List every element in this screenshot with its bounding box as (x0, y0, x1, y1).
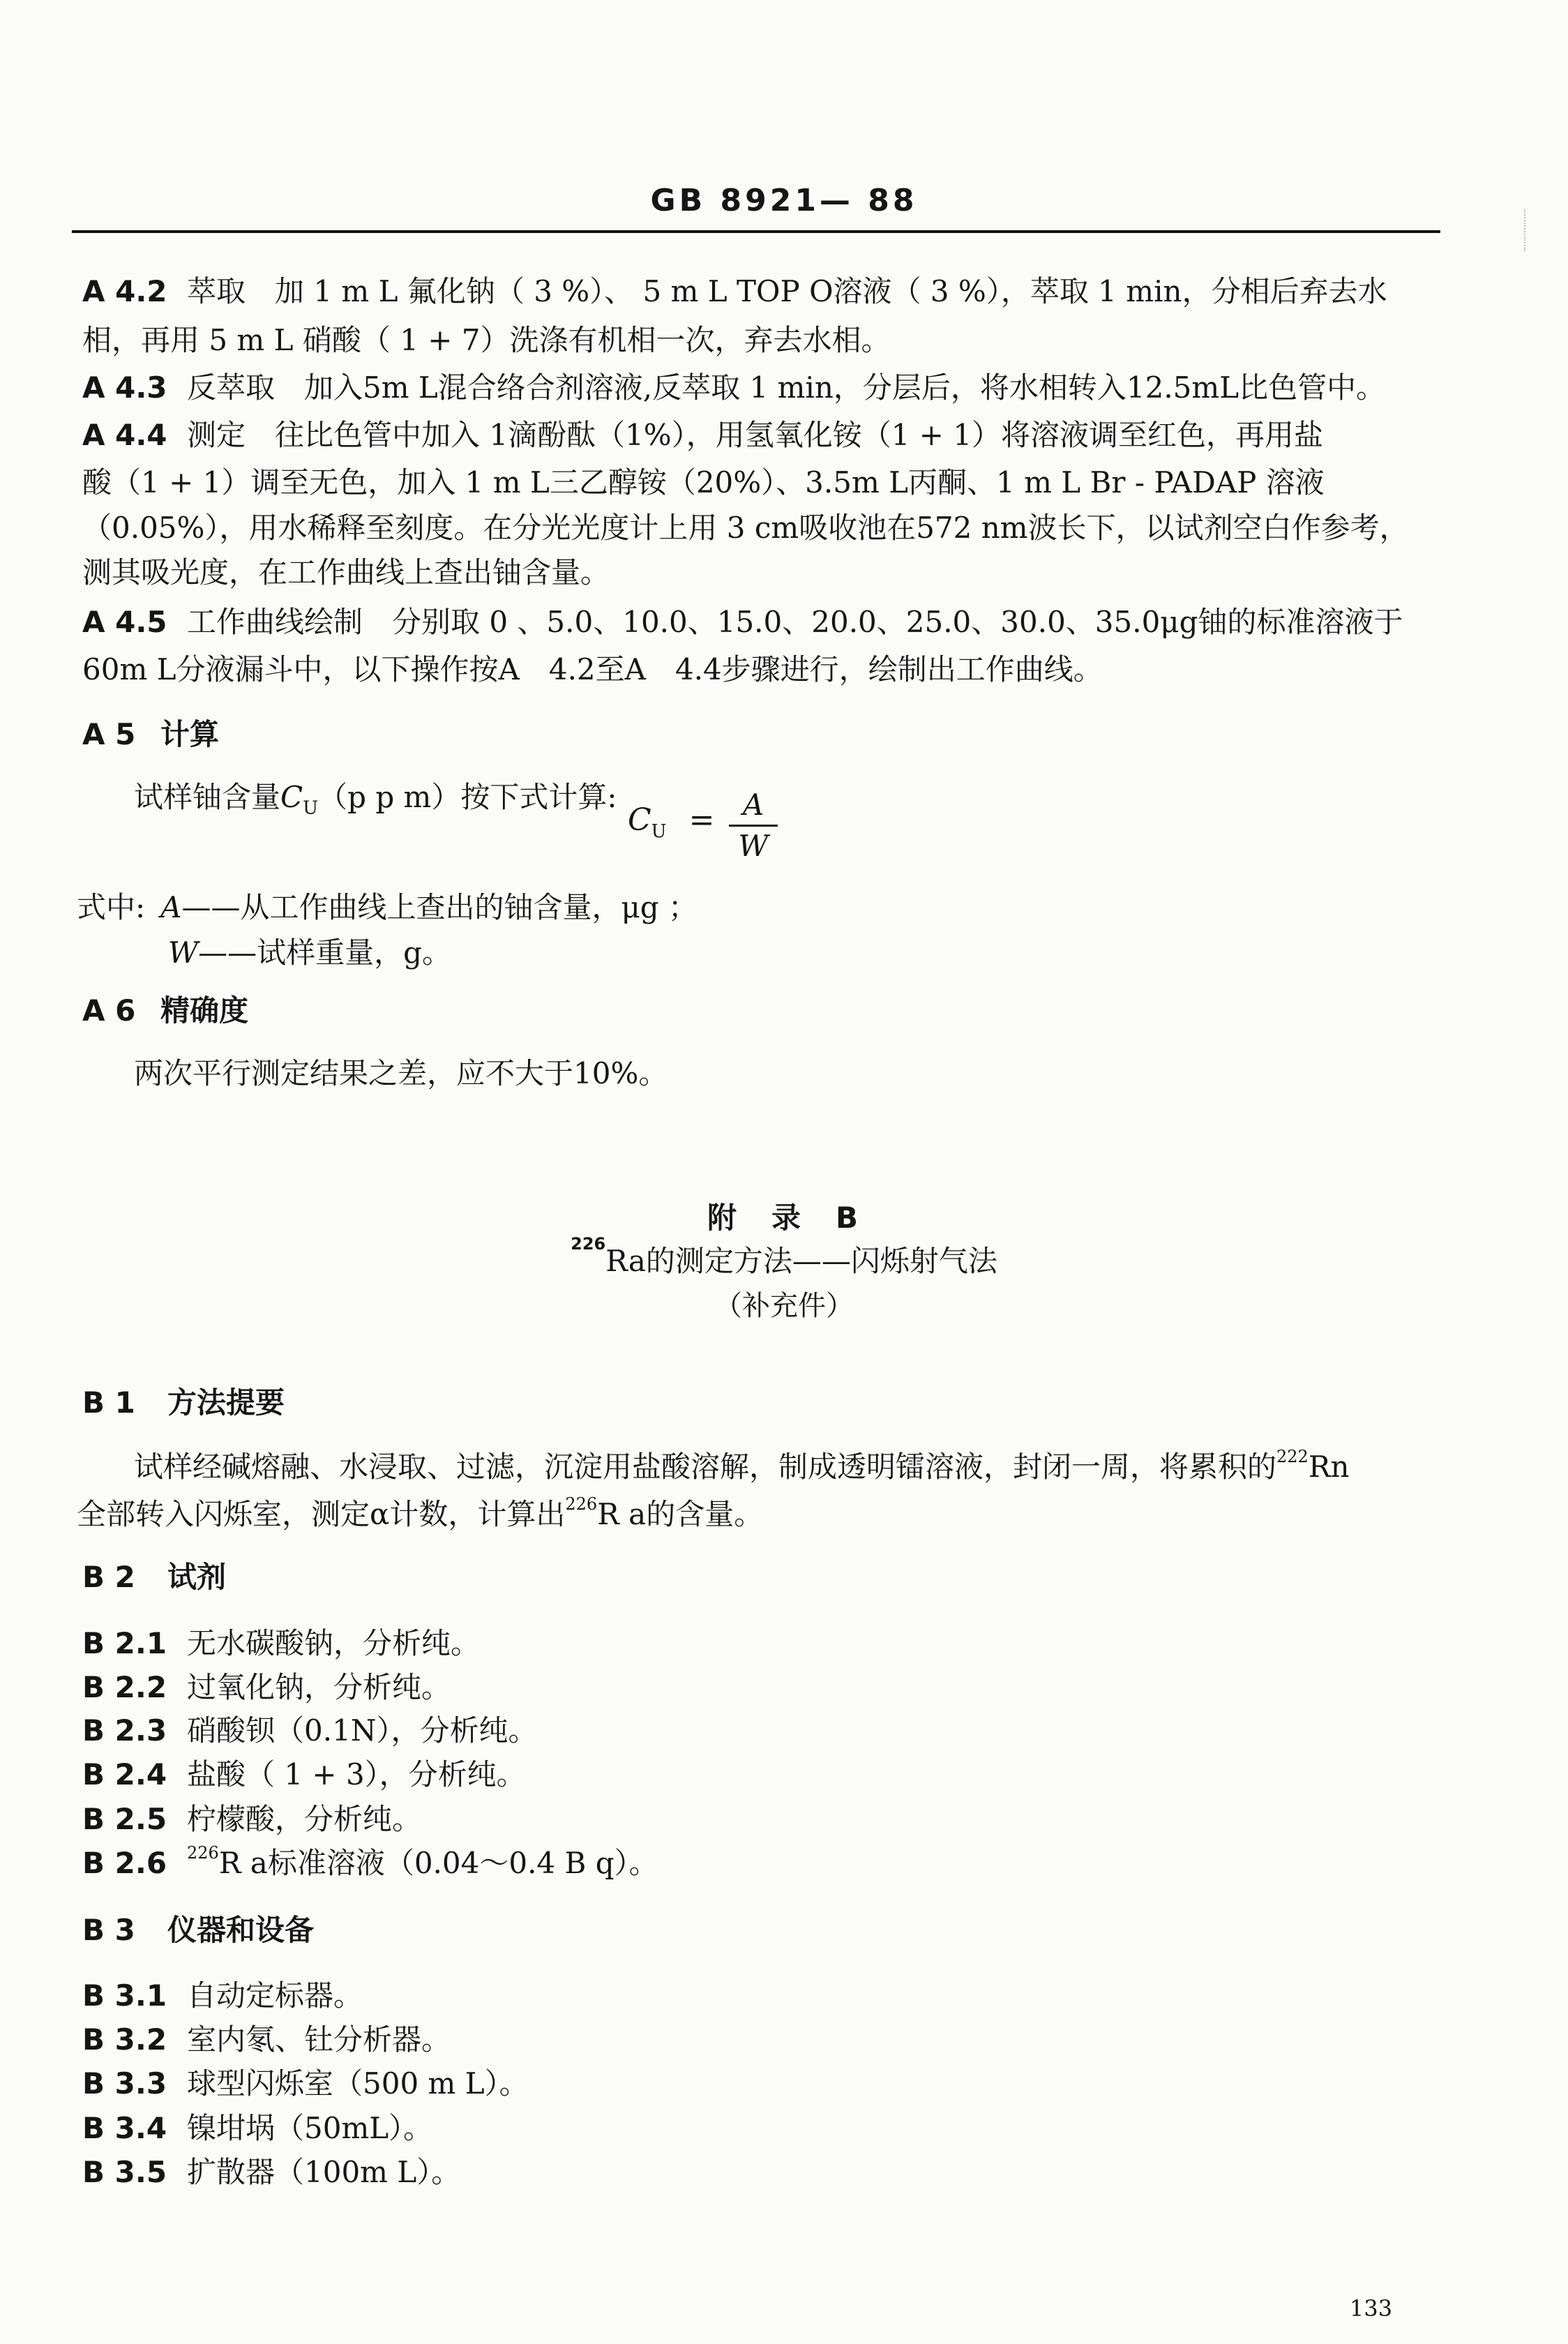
scan-speck (1524, 209, 1531, 251)
clause-number: A 4.5 (82, 605, 167, 639)
where-w: W——试样重量，g。 (168, 936, 452, 970)
section-a6-heading (82, 993, 249, 1028)
summary-line-1: 试样经碱熔融、水浸取、过滤，沉淀用盐酸溶解，制成透明镭溶液，封闭一周，将累积的$^{222}$Rn (134, 1447, 1350, 1484)
section-title: 计算 (160, 717, 220, 751)
section-a4-4-cont (82, 465, 1325, 499)
section-a4-4-cont (82, 513, 1409, 543)
section-number: A 5 (82, 717, 136, 751)
section-a4-5 (82, 605, 1403, 639)
list-item: B 2.4 盐酸（ 1 + 3），分析纯。 (82, 1757, 526, 1791)
clause-number: A 4.4 (82, 418, 167, 452)
formula-fraction (729, 787, 778, 864)
list-item: B 3.3 球型闪烁室（500 m L）。 (82, 2066, 529, 2101)
where-a: 式中: A——从工作曲线上查出的铀含量，μg ； (77, 890, 698, 924)
appendix-title: $^{226}$Ra的测定方法——闪烁射气法 (571, 1234, 997, 1278)
section-number: B 1 (82, 1385, 135, 1420)
page-number: 133 (1350, 2295, 1393, 2322)
section-title: 仪器和设备 (167, 1913, 315, 1947)
section-a4-4 (82, 418, 1324, 452)
section-b2-heading (82, 1560, 227, 1594)
standard-number-header: GB 8921— 88 (650, 183, 918, 218)
section-title: 方法提要 (167, 1385, 285, 1420)
section-a4-5-cont (82, 652, 1103, 686)
section-a4-3 (82, 370, 1386, 405)
formula: $C_U$ = (628, 802, 715, 842)
list-item: B 2.1 无水碳酸钠，分析纯。 (82, 1626, 481, 1660)
summary-line-2: 全部转入闪烁室，测定α计数，计算出$^{226}$R a的含量。 (77, 1494, 764, 1531)
section-a5-heading (82, 717, 220, 751)
clause-text: （0.05%），用水稀释至刻度。在分光光度计上用 3 cm吸收池在572 nm波长下，以试剂空白作参考， (82, 511, 1409, 545)
list-item: B 3.4 镍坩埚（50mL）。 (82, 2111, 433, 2145)
section-title: 试剂 (167, 1560, 227, 1594)
list-item: B 2.3 硝酸钡（0.1N），分析纯。 (82, 1713, 538, 1748)
section-b3-heading (82, 1913, 315, 1947)
list-item: B 2.2 过氧化钠，分析纯。 (82, 1670, 451, 1704)
clause-text: 萃取 加 1 m L 氟化钠（ 3 %）、 5 m L TOP O溶液（ 3 %），萃取 1 min，分相后弃去水 (187, 274, 1387, 308)
section-title: 精确度 (160, 993, 249, 1028)
section-a4-2 (82, 274, 1387, 308)
list-item: B 2.6 $^{226}$R a标准溶液（0.04～0.4 B q）。 (82, 1843, 658, 1880)
list-item: B 3.5 扩散器（100m L）。 (82, 2155, 461, 2189)
clause-text: 测定 往比色管中加入 1滴酚酞（1%），用氢氧化铵（1 + 1）将溶液调至红色，再用盐 (187, 418, 1324, 452)
appendix-note: （补充件） (714, 1290, 854, 1322)
clause-text: 工作曲线绘制 分别取 0 、5.0、10.0、15.0、20.0、25.0、30.0、35.0μg铀的标准溶液于 (187, 605, 1403, 639)
clause-text: 测其吸光度，在工作曲线上查出铀含量。 (82, 555, 610, 589)
appendix-label: 附 录 B (707, 1201, 861, 1235)
section-number: B 3 (82, 1913, 135, 1947)
section-number: A 6 (82, 993, 136, 1028)
section-number: B 2 (82, 1560, 135, 1594)
list-item: B 3.2 室内氡、钍分析器。 (82, 2022, 451, 2057)
denominator: W (738, 829, 769, 863)
clause-number: A 4.2 (82, 274, 167, 308)
numerator: A (742, 788, 764, 822)
clause-text: 反萃取 加入5m L混合络合剂溶液,反萃取 1 min，分层后，将水相转入12.5mL比色管中。 (187, 370, 1386, 405)
clause-text: 60m L分液漏斗中，以下操作按A 4.2至A 4.4步骤进行，绘制出工作曲线。 (82, 652, 1103, 686)
header-rule (72, 230, 1440, 233)
clause-number: A 4.3 (82, 370, 167, 405)
precision-text: 两次平行测定结果之差，应不大于10%。 (134, 1056, 668, 1090)
list-item: B 2.5 柠檬酸，分析纯。 (82, 1802, 422, 1836)
clause-text: 酸（1 + 1）调至无色，加入 1 m L三乙醇铵（20%）、3.5m L丙酮、1 m L Br - PADAP 溶液 (82, 465, 1325, 499)
calc-intro: 试样铀含量$C_U(p$ p m）按下式计算: (134, 780, 617, 819)
section-a4-2-cont (82, 323, 891, 357)
section-b1-heading (82, 1385, 285, 1420)
fraction-bar (729, 825, 778, 827)
clause-text: 相，再用 5 m L 硝酸（ 1 + 7）洗涤有机相一次，弃去水相。 (82, 323, 891, 357)
list-item: B 3.1 自动定标器。 (82, 1978, 363, 2013)
section-a4-4-cont (82, 555, 610, 589)
